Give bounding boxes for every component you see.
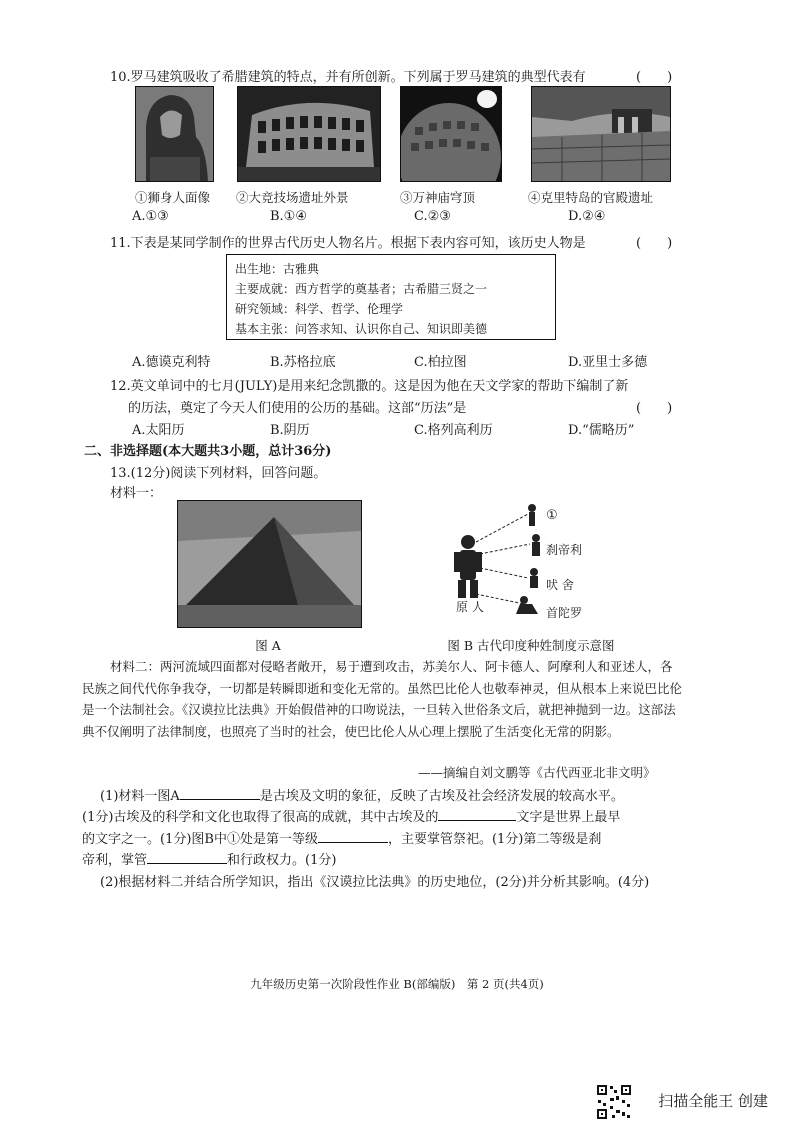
q13-1-line2: (1分)古埃及的科学和文化也取得了很高的成就，其中古埃及的 文字是世界上最早 — [82, 806, 620, 825]
answer-blank-3[interactable] — [318, 828, 388, 843]
q10-option-c: C.②③ — [414, 209, 451, 224]
caste-label-1: ① — [546, 508, 558, 523]
palace-ruins-photo — [531, 86, 671, 182]
q10-option-d: D.②④ — [568, 209, 606, 224]
pyramid-photo — [177, 500, 362, 628]
answer-blank-1[interactable] — [180, 785, 260, 800]
q10-option-b: B.①④ — [270, 209, 307, 224]
q10-stem: 10.罗马建筑吸收了希腊建筑的特点，并有所创新。下列属于罗马建筑的典型代表有 — [110, 70, 586, 85]
fig-a-caption: 图 A — [255, 638, 281, 653]
q11-option-d: D.亚里士多德 — [568, 355, 648, 370]
q10-caption-3: ③万神庙穹顶 — [400, 190, 476, 205]
answer-blank-2[interactable] — [438, 806, 516, 821]
material2-source: ——摘编自刘文鹏等《古代西亚北非文明》 — [418, 765, 656, 780]
card-line-field: 研究领域：科学、哲学、伦理学 — [235, 302, 404, 316]
material2-text: 两河流域四面都对侵略者敞开，易于遭到攻击，苏美尔人、阿卡德人、阿摩利人和亚述人，各民族之间代代你争我夺，一切都是转瞬即逝和变化无常的。虽然巴比伦人也敬奉神灵，但从根本上来说巴比伦是一个法制社会。《汉谟拉比法典》开始假借神的口吻说法，一旦转入世俗条文后，就把神抛到一边。这部法典不仅阐明了法律制度，也照亮了当时的社会，使巴比伦人从心理上摆脱了生活变化无常的阴影。 — [82, 659, 683, 739]
colosseum-photo — [237, 86, 381, 182]
origin-figure-icon — [454, 535, 482, 598]
page-footer: 九年级历史第一次阶段性作业 B(部编版) 第 2 页(共4页) — [250, 977, 544, 991]
q12-stem-line1: 12.英文单词中的七月(JULY)是用来纪念凯撒的。这是因为他在天文学家的帮助下编制了新 — [110, 379, 629, 394]
material1-label: 材料一： — [110, 486, 163, 501]
origin-label: 原 人 — [456, 600, 484, 614]
pantheon-dome-photo — [400, 86, 502, 182]
q10-option-a: A.①③ — [132, 209, 169, 224]
q11-option-a: A.德谟克利特 — [132, 355, 211, 370]
q10-caption-1: ①狮身人面像 — [135, 190, 211, 205]
q10-caption-4: ④克里特岛的官殿遗址 — [528, 190, 654, 205]
q13-1-line4: 帝利，掌管 和行政权力。(1分) — [82, 849, 336, 868]
q10-caption-2: ②大竞技场遗址外景 — [236, 190, 349, 205]
fig-b-caption: 图 B 古代印度种姓制度示意图 — [447, 638, 615, 653]
material2-paragraph — [82, 656, 682, 742]
q12-stem-line2: 的历法，奠定了今天人们使用的公历的基础。这部“历法”是 — [128, 401, 467, 416]
caste-label-2: 刹帝利 — [546, 543, 583, 557]
section2-heading: 二、非选择题(本大题共3小题，总计36分) — [84, 444, 332, 459]
q13-2: (2)根据材料二并结合所学知识，指出《汉谟拉比法典》的历史地位，(2分)并分析其影响。(4分) — [100, 875, 650, 890]
card-line-birthplace: 出生地：古雅典 — [235, 262, 320, 276]
material2-label: 材料二： — [110, 659, 161, 674]
card-line-achievement: 主要成就：西方哲学的奠基者；古希腊三贤之一 — [235, 282, 488, 296]
q12-option-c: C.格列高利历 — [414, 423, 493, 438]
q11-option-c: C.柏拉图 — [414, 355, 467, 370]
q13-stem: 13.(12分)阅读下列材料，回答问题。 — [110, 466, 327, 481]
q13-1-line1: (1)材料一图A 是古埃及文明的象征，反映了古埃及社会经济发展的较高水平。 — [100, 785, 624, 804]
q12-paren: ( ) — [636, 401, 673, 416]
sphinx-photo — [135, 86, 214, 182]
q11-person-card — [226, 254, 556, 340]
card-line-claims: 基本主张：问答求知、认识你自己、知识即美德 — [235, 322, 488, 336]
caste-label-4: 首陀罗 — [546, 606, 583, 620]
q12-option-d: D.“儒略历” — [568, 423, 635, 438]
q12-option-b: B.阴历 — [270, 423, 310, 438]
answer-blank-4[interactable] — [147, 849, 227, 864]
q13-1-line3: 的文字之一。(1分)图B中①处是第一等级 ，主要掌管祭祀。(1分)第二等级是刹 — [82, 828, 601, 847]
caste-label-3: 吠 舍 — [546, 578, 574, 592]
q12-option-a: A.太阳历 — [132, 423, 185, 438]
q11-paren: ( ) — [636, 236, 673, 251]
scanner-brand-text: 扫描全能王 创建 — [658, 1092, 768, 1110]
qr-code-icon — [596, 1084, 632, 1120]
q11-stem: 11.下表是某同学制作的世界古代历史人物名片。根据下表内容可知，该历史人物是 — [110, 236, 586, 251]
q10-paren: ( ) — [636, 70, 673, 85]
q11-option-b: B.苏格拉底 — [270, 355, 336, 370]
